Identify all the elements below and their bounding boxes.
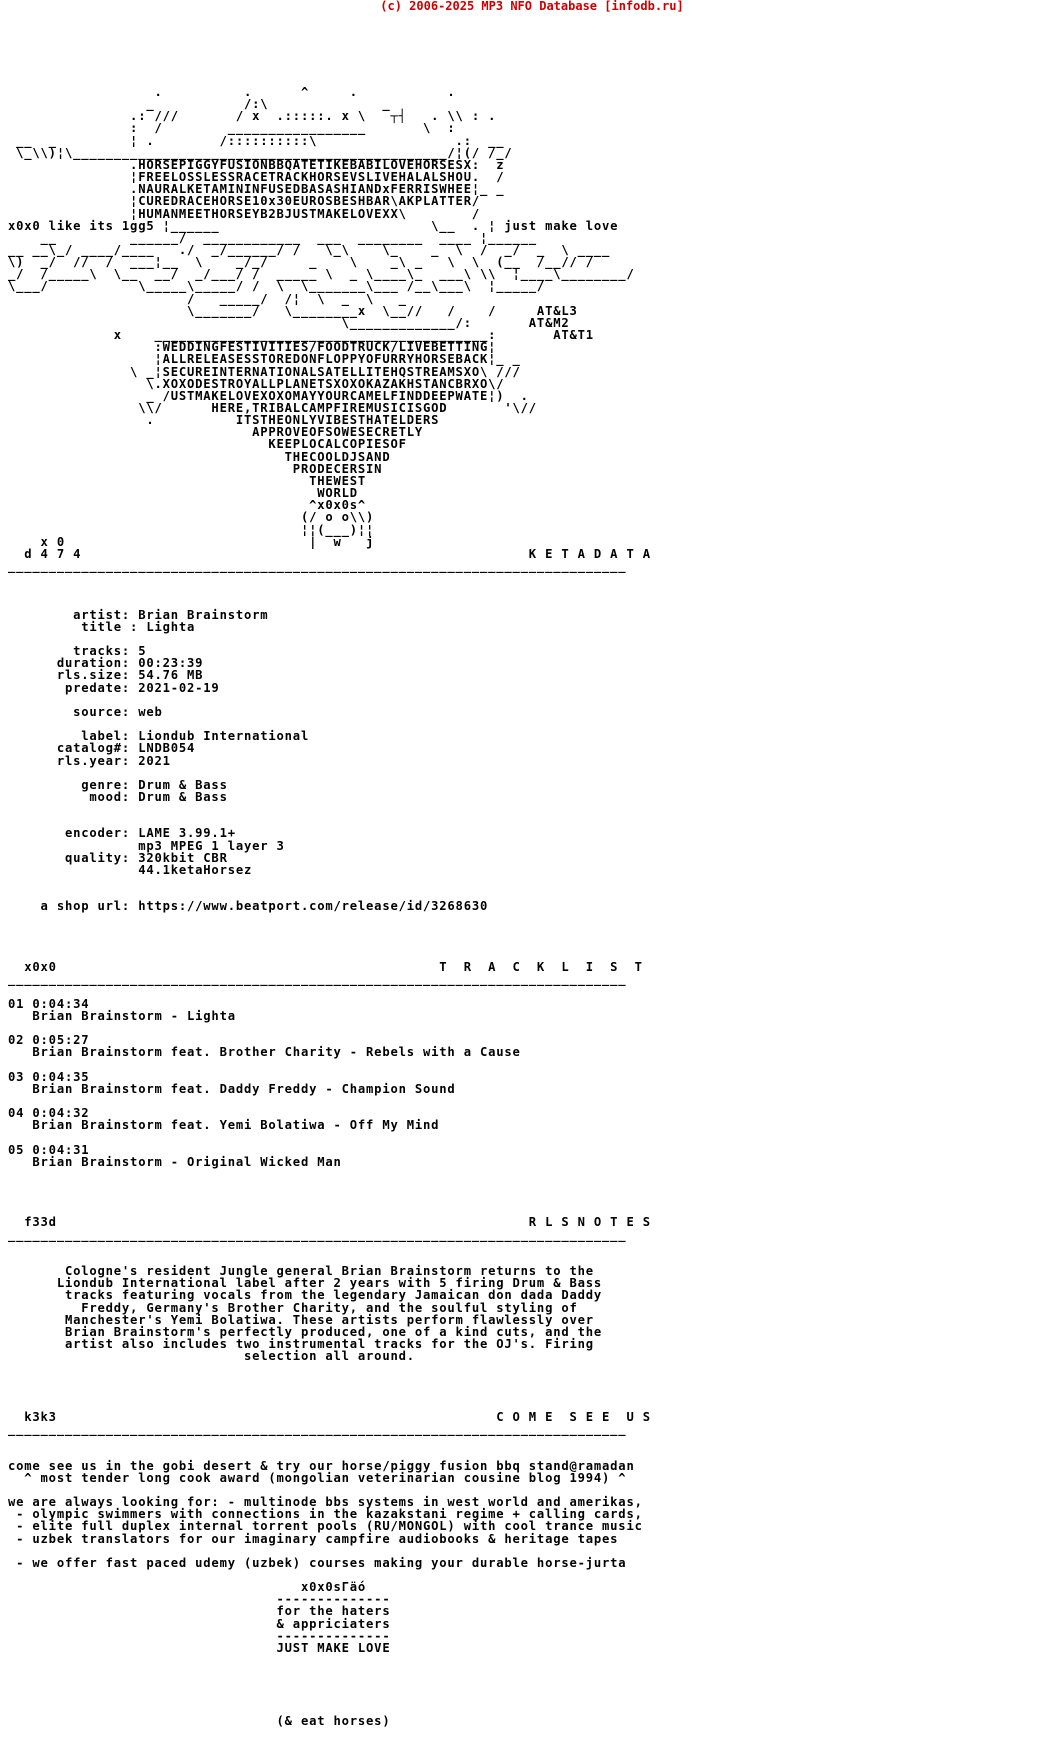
nfo-ascii-text: . . ^ . . _ /:\ _ .: /// / x .:::::. x \ ┬┤ . \\ : . : / _________________ \ : __ _ ¦ . /::::::::::\ .: __ \_\\)¦\______________________________________________/¦(/ /_/ .HORSEPIGGYFUSIONBBQATETIKEBABILOVEHORSESX: z ¦FREELOSSLESSRACETRACKHORSEVSLIVEHALALSHOU. / .NAURALKETAMININFUSEDBASASHIANDxFERRISWHEE¦_ _ ¦CUREDRACEHORSE10x30EUROSBESHBAR\AKPLATTER/ ¦HUMANMEETHORSEYB2BJUSTMAKELOVEXX\ / x0x0 like its 1gg5 ¦______ \__ . ¦ just make love __ ______/ ____________ ___ ________ ____ ¦______ __ __\_/ ____/____ ./ _/______/ / \_\ \_ _ \ / _/ _ \ ____ \) _/ // / ___¦__ \ _/_/ _ \ _\ _ \ \ (__ /__// / _/ /_____\ \__ __/ _/___/ / _____ \ _ \____\_ ___\ \\ ¦____\________/ \___/ \_____\_____/ / \ \_______\___ /__\___\ ¦_____/ / _____/ /¦ \ _ \ _ \_______/ \________x \__// / / AT&L3 \_____________/: AT&M2 x _________________________________________: AT&T1 :WEDDINGFESTIVITIES/FOODTRUCK/LIVEBETTING¦ ¦ALLRELEASESSTOREDONFLOPPYOFURRYHORSEBACK¦_ _ \ _¦SECUREINTERNATIONALSATELLITEHQSTREAMSXO\ /// \.XOXODESTROYALLPLANETSXOXOKAZAKHSTANCBRXO\/ _ /USTMAKELOVEXOXOMAYYOURCAMELFINDDEEPWATE¦) . \\/ HERE,TRIBALCAMPFIREMUSICISGOD '\// . ITSTHEONLYVIBESTHATELDERS APPROVEOFSOWESECRETLY KEEPLOCALCOPIESOF THECOOLDJSAND PRODECERSIN THEWEST WORLD ^x0x0s^ (/ o o\\) ¦¦(___)¦¦ x 0 | w j d 4 7 4 K E T A D A T A ____________________________________________________________________________ artist: Brian Brainstorm title : Lighta tracks: 5 duration: 00:23:39 rls.size: 54.76 MB predate: 2021-02-19 source: web label: Liondub International catalog#: LNDB054 rls.year: 2021 genre: Drum & Bass mood: Drum & Bass encoder: LAME 3.99.1+ mp3 MPEG 1 layer 3 quality: 320kbit CBR 44.1ketaHorsez a shop url: https://www.beatport.com/release/id/3268630 x0x0 T R A C K L I S T ____________________________________________________________________________ 01 0:04:34 Brian Brainstorm - Lighta 02 0:05:27 Brian Brainstorm feat. Brother Charity - Rebels with a Cause 03 0:04:35 Brian Brainstorm feat. Daddy Freddy - Champion Sound 04 0:04:32 Brian Brainstorm feat. Yemi Bolatiwa - Off My Mind 05 0:04:31 Brian Brainstorm - Original Wicked Man f33d R L S N O T E S ____________________________________________________________________________ Cologne's resident Jungle general Brian Brainstorm returns to the Liondub International label after 2 years with 5 firing Drum & Bass tracks featuring vocals from the legendary Jamaican don dada Daddy Freddy, Germany's Brother Charity, and the soulful styling of Manchester's Yemi Bolatiwa. These artists perform flawlessly over Brian Brainstorm's perfectly produced, one of a kind cuts, and the artist also includes two instrumental tracks for the OJ's. Firing selection all around. k3k3 C O M E S E E U S ____________________________________________________________________________ come see us in the gobi desert & try our horse/piggy fusion bbq stand@ramadan ^ most tender long cook award (mongolian veterinarian cousine blog 1994) ^ we are always looking for: - multinode bbs systems in west world and amerikas, - olympic swimmers with connections in the kazakstani regime + calling cards, - elite full duplex internal torrent pools (RU/MONGOL) with cool trance music - uzbek translators for our imaginary campfire audiobooks & heritage tapes - we offer fast paced udemy (uzbek) courses making your durable horse-jurta x0x0sГäó -------------- for the haters & appriciaters -------------- JUST MAKE LOVE (& eat horses) [8,84,651,1728]
infodb-copyright-header: (c) 2006-2025 MP3 NFO Database [infodb.ru] [380,0,684,13]
nfo-document [8,13,1058,1758]
